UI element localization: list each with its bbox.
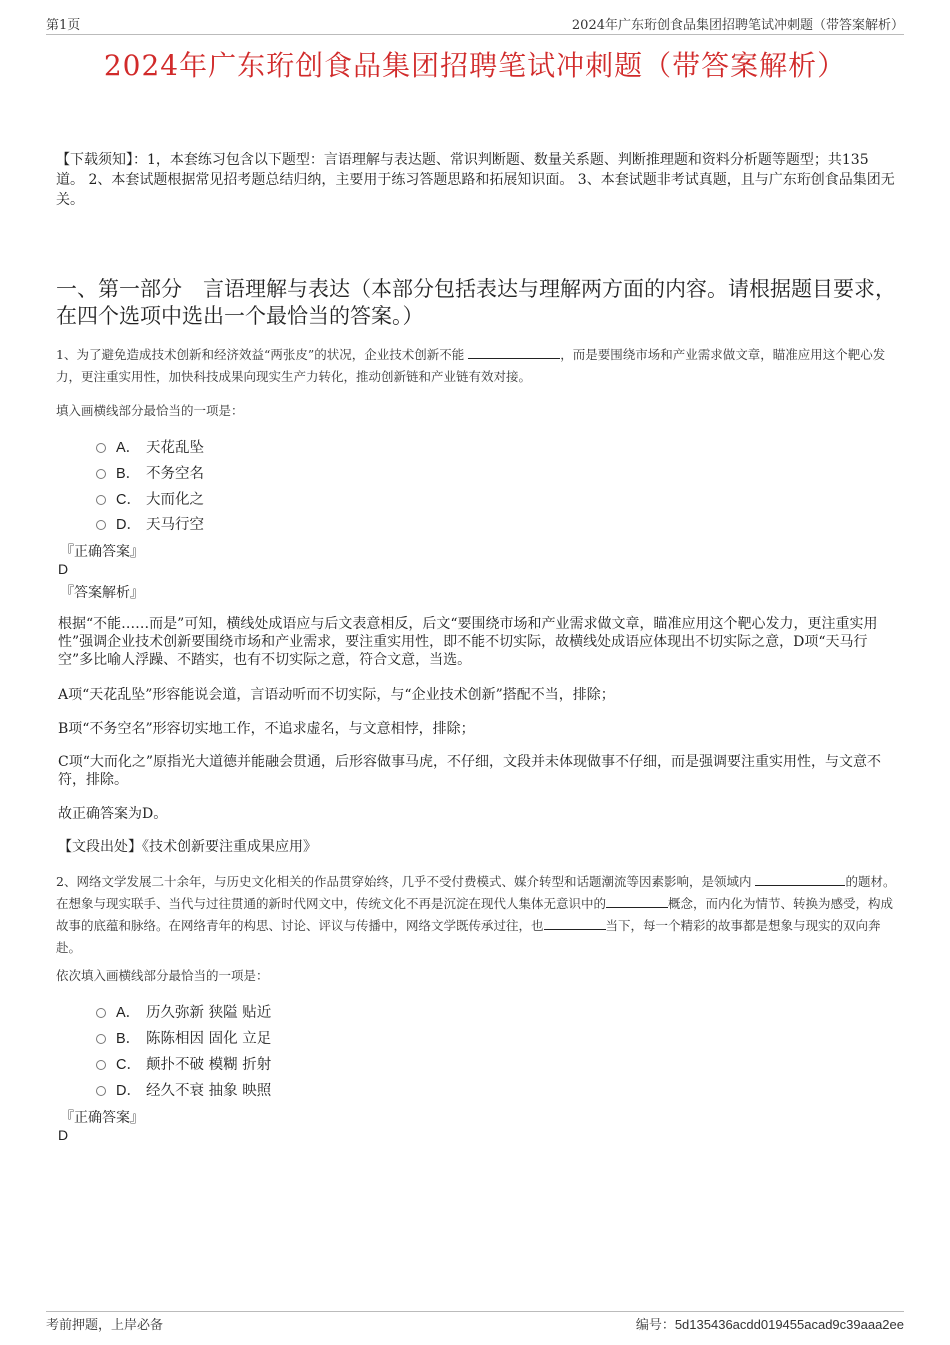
option-text: 大而化之 <box>146 492 204 508</box>
running-header-title: 2024年广东珩创食品集团招聘笔试冲刺题（带答案解析） <box>571 18 904 33</box>
question-1-option-d[interactable] <box>96 513 204 534</box>
question-1-prompt: 填入画横线部分最恰当的一项是： <box>56 403 244 418</box>
option-text: 天马行空 <box>146 517 204 533</box>
option-letter: A． <box>116 440 141 456</box>
radio-icon[interactable] <box>96 469 106 479</box>
radio-icon[interactable] <box>96 495 106 505</box>
option-letter: D． <box>116 1083 141 1099</box>
analysis-paragraph: 根据“不能……而是”可知，横线处成语应与后文表意相反，后文“要围绕市场和产业需求做文章，瞄准应用这个靶心发力，更注重实用性”强调企业技术创新要围绕市场和产业需求，要注重实用性，即不能不切实际，故横线处成语应体现出不切实际之意，D项“天马行空”多比喻人浮躁、不踏实，也有不切实际之意，符合文意，当选。 <box>58 616 878 668</box>
option-text: 经久不衰 抽象 映照 <box>146 1083 272 1099</box>
option-text: 颠扑不破 模糊 折射 <box>146 1057 272 1073</box>
footer-divider <box>46 1311 904 1312</box>
analysis-paragraph: A项“天花乱坠”形容能说会道，言语动听而不切实际，与“企业技术创新”搭配不当，排除； <box>58 687 615 703</box>
question-2-text-d: 当下，每一个精彩的故事都是想象与现实的双向奔赴。 <box>56 918 881 955</box>
analysis-paragraph: C项“大而化之”原指光大道德并能融会贯通，后形容做事马虎，不仔细，文段并未体现做事不仔细，而是强调要注重实用性，与文意不符，排除。 <box>58 754 882 788</box>
question-1-blank <box>468 344 560 359</box>
analysis-conclusion: 故正确答案为D。 <box>58 806 168 822</box>
question-2-blank-1 <box>755 871 845 886</box>
option-letter: B． <box>116 466 141 482</box>
question-1-answer-label: 『正确答案』 <box>60 544 144 560</box>
analysis-paragraph: B项“不务空名”形容切实地工作，不追求虚名，与文意相悖，排除； <box>58 721 475 737</box>
question-2-blank-2 <box>606 893 668 908</box>
question-2-option-d[interactable] <box>96 1079 271 1100</box>
question-2-option-a[interactable] <box>96 1001 271 1022</box>
option-text: 陈陈相因 固化 立足 <box>146 1031 272 1047</box>
document-code-label: 编号： <box>635 1318 675 1333</box>
question-2-answer-label: 『正确答案』 <box>60 1110 144 1126</box>
question-2-option-b[interactable] <box>96 1027 271 1048</box>
option-letter: A． <box>116 1005 141 1021</box>
radio-icon[interactable] <box>96 520 106 530</box>
document-title: 2024年广东珩创食品集团招聘笔试冲刺题（带答案解析） <box>103 49 847 82</box>
page-number: 第1页 <box>46 18 81 33</box>
question-2-stem <box>56 871 902 959</box>
question-2-blank-3 <box>544 915 606 930</box>
question-1-stem <box>56 344 902 388</box>
question-2-text-c: 概念，而内化为情节、转换为感受，构成故事的底蕴和脉络。在网络青年的构思、讨论、评议与传播中，网络文学既传承过往，也 <box>56 896 894 933</box>
download-notice: 【下载须知】：1，本套练习包含以下题型：言语理解与表达题、常识判断题、数量关系题、判断推理题和资料分析题等题型；共135道。 2、本套试题根据常见招考题总结归纳，主要用于练习答题思路和拓展知识面。 3、本套试题非考试真题，且与广东珩创食品集团无关。 <box>56 152 895 208</box>
option-text: 天花乱坠 <box>146 440 204 456</box>
question-1-analysis-label: 『答案解析』 <box>60 585 144 601</box>
section-heading: 一、第一部分 言语理解与表达（本部分包括表达与理解两方面的内容。请根据题目要求，在四个选项中选出一个最恰当的答案。） <box>56 277 896 328</box>
option-text: 不务空名 <box>146 466 204 482</box>
question-2-prompt: 依次填入画横线部分最恰当的一项是： <box>56 968 269 983</box>
header-divider <box>46 34 904 35</box>
question-2-option-c[interactable] <box>96 1053 271 1074</box>
source-citation: 【文段出处】《技术创新要注重成果应用》 <box>58 839 317 855</box>
option-letter: B． <box>116 1031 141 1047</box>
radio-icon[interactable] <box>96 443 106 453</box>
radio-icon[interactable] <box>96 1086 106 1096</box>
question-1-answer: D <box>58 561 69 577</box>
document-code <box>636 1314 904 1333</box>
option-text: 历久弥新 狭隘 贴近 <box>146 1005 272 1021</box>
option-letter: C． <box>116 1057 141 1073</box>
radio-icon[interactable] <box>96 1008 106 1018</box>
question-1-option-b[interactable] <box>96 462 204 483</box>
radio-icon[interactable] <box>96 1060 106 1070</box>
option-letter: C． <box>116 492 141 508</box>
question-2-answer: D <box>58 1127 69 1143</box>
question-2-text-a: 2、网络文学发展二十余年，与历史文化相关的作品贯穿始终，几乎不受付费模式、媒介转型和话题潮流等因素影响，是领域内 <box>56 874 752 889</box>
footer-slogan: 考前押题，上岸必备 <box>46 1318 164 1333</box>
document-code-value: 5d135436acdd019455acad9c39aaa2ee <box>674 1317 904 1332</box>
question-2-text-b: 的题材。在想象与现实联手、当代与过往贯通的新时代网文中，传统文化不再是沉淀在现代人集体无意识中的 <box>56 874 896 911</box>
question-1-text-b: ，而是要围绕市场和产业需求做文章，瞄准应用这个靶心发力，更注重实用性，加快科技成果向现实生产力转化，推动创新链和产业链有效对接。 <box>56 347 886 384</box>
radio-icon[interactable] <box>96 1034 106 1044</box>
question-1-option-a[interactable] <box>96 436 204 457</box>
option-letter: D． <box>116 517 141 533</box>
question-1-option-c[interactable] <box>96 488 204 509</box>
question-1-text-a: 1、为了避免造成技术创新和经济效益“两张皮”的状况，企业技术创新不能 <box>56 347 465 362</box>
